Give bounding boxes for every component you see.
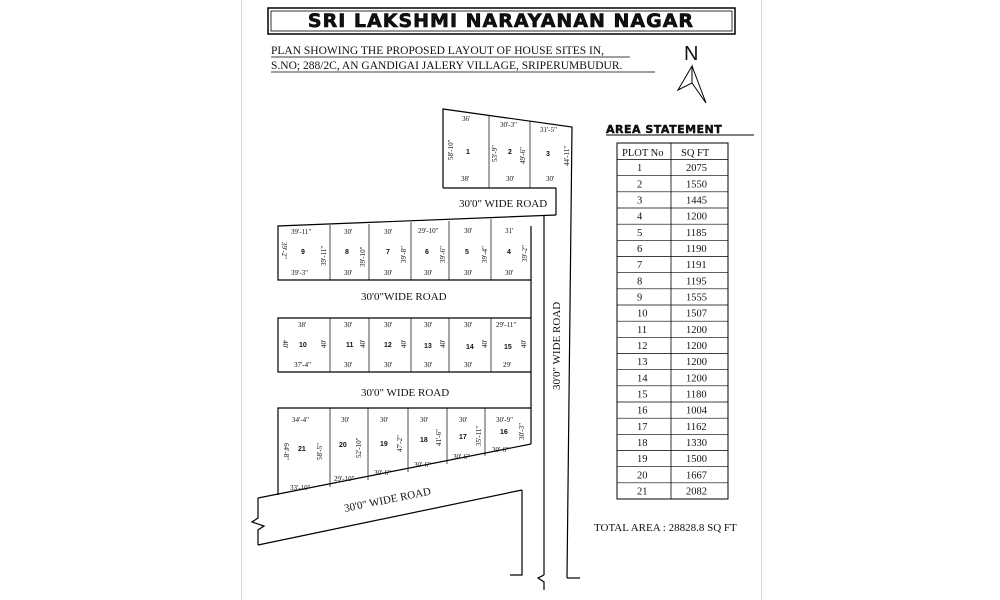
- p14-number: 14: [466, 344, 474, 351]
- p2-number: 2: [508, 149, 512, 156]
- p9-side-left: 39'-2": [280, 242, 288, 259]
- p19-top: 30': [380, 416, 389, 424]
- area-table-sqft: 1550: [686, 179, 707, 191]
- area-table-sqft: 1330: [686, 438, 707, 449]
- p11-top: 30': [344, 321, 353, 329]
- road-label-vertical: 30'0" WIDE ROAD: [551, 301, 563, 390]
- page-title: SRI LAKSHMI NARAYANAN NAGAR: [307, 10, 695, 32]
- road-label-second: 30'0"WIDE ROAD: [361, 291, 447, 303]
- p13-side: 40': [439, 339, 447, 348]
- area-table-plot-no: 17: [637, 421, 648, 433]
- area-table: [617, 143, 728, 499]
- p18-bottom: 30'-6": [414, 461, 431, 469]
- total-area: TOTAL AREA : 28828.8 SQ FT: [594, 522, 737, 534]
- site-boundary: [252, 109, 580, 590]
- p21-top: 34'-4": [292, 416, 309, 424]
- p8-side: 39'-10": [359, 246, 367, 267]
- p12-side: 40': [400, 339, 408, 348]
- area-table-plot-no: 21: [637, 486, 648, 498]
- p16-bottom: 30'-6": [492, 446, 509, 454]
- area-table-sqft: 1200: [686, 357, 707, 369]
- p7-bottom: 30': [384, 269, 393, 277]
- area-table-sqft: 1004: [686, 405, 707, 417]
- area-table-header-plot: PLOT No: [622, 148, 664, 159]
- area-table-sqft: 1667: [686, 470, 707, 482]
- p6-side: 39'-6": [439, 246, 447, 263]
- subtitle-line-1: PLAN SHOWING THE PROPOSED LAYOUT OF HOUSE SITES IN,: [271, 45, 604, 57]
- p11-number: 11: [346, 342, 354, 349]
- p16-side: 30'-3": [518, 423, 526, 440]
- p14-top: 30': [464, 321, 473, 329]
- p12-bottom: 30': [384, 361, 393, 369]
- area-table-plot-no: 4: [637, 211, 643, 223]
- area-table-plot-no: 1: [637, 163, 643, 175]
- p1-number: 1: [466, 149, 470, 156]
- p3-bottom: 30': [546, 175, 555, 183]
- p2-top: 30'-3": [500, 121, 517, 129]
- area-table-sqft: 1200: [686, 373, 707, 385]
- p6-top: 29'-10": [418, 227, 439, 235]
- p5-top: 30': [464, 227, 473, 235]
- p3-top: 31'-5": [540, 126, 557, 134]
- p6-bottom: 30': [424, 269, 433, 277]
- p3-side: 44'-11": [563, 145, 571, 166]
- area-table-plot-no: 7: [637, 260, 643, 272]
- p10-top: 38': [298, 321, 307, 329]
- p20-number: 20: [339, 442, 347, 449]
- area-table-sqft: 1191: [686, 260, 707, 272]
- p8-number: 8: [345, 249, 349, 256]
- p16-number: 16: [500, 429, 508, 436]
- area-table-plot-no: 2: [637, 179, 643, 191]
- p1-top: 36': [462, 115, 471, 123]
- area-table-sqft: 1180: [686, 389, 707, 401]
- area-table-sqft: 1195: [686, 276, 707, 288]
- p19-number: 19: [380, 441, 388, 448]
- area-table-plot-no: 10: [637, 308, 648, 320]
- area-table-sqft: 1200: [686, 211, 707, 223]
- area-table-plot-no: 19: [637, 454, 648, 466]
- area-table-plot-no: 16: [637, 405, 648, 417]
- p17-bottom: 30'-6": [453, 453, 470, 461]
- p5-side: 39'-4": [481, 246, 489, 263]
- p4-top: 31': [505, 227, 514, 235]
- area-table-sqft: 2075: [686, 163, 707, 175]
- p17-top: 30': [459, 416, 468, 424]
- p9-number: 9: [301, 249, 305, 256]
- p14-bottom: 30': [464, 361, 473, 369]
- area-statement-heading: AREA STATEMENT: [606, 123, 723, 136]
- p2-side-left: 53'-9": [491, 145, 499, 162]
- p15-number: 15: [504, 344, 512, 351]
- p7-top: 30': [384, 228, 393, 236]
- p9-bottom: 39'-3": [291, 269, 308, 277]
- p16-top: 30'-9": [496, 416, 513, 424]
- p15-bottom: 29': [503, 361, 512, 369]
- area-table-plot-no: 18: [637, 438, 648, 449]
- area-table-plot-no: 20: [637, 470, 648, 482]
- p18-top: 30': [420, 416, 429, 424]
- area-table-sqft: 1185: [686, 227, 707, 239]
- p12-number: 12: [384, 342, 392, 349]
- area-table-sqft: 1162: [686, 421, 707, 433]
- p11-bottom: 30': [344, 361, 353, 369]
- area-table-sqft: 2082: [686, 486, 707, 498]
- p1-bottom: 38': [461, 175, 470, 183]
- p9-top: 39'-11": [291, 228, 312, 236]
- p3-number: 3: [546, 151, 550, 158]
- road-label-top: 30'0" WIDE ROAD: [459, 198, 548, 210]
- p6-number: 6: [425, 249, 429, 256]
- p21-bottom: 33'-10": [290, 484, 311, 492]
- road-label-bottom: 30'0" WIDE ROAD: [343, 485, 432, 515]
- p18-side: 41'-6": [435, 429, 443, 446]
- p10-side-right: 40': [320, 339, 328, 348]
- p5-number: 5: [465, 249, 469, 256]
- p7-side: 39'-8": [400, 246, 408, 263]
- p21-side-right: 58'-5": [316, 443, 324, 460]
- area-table-plot-no: 6: [637, 244, 643, 255]
- p5-bottom: 30': [464, 269, 473, 277]
- area-table-sqft: 1190: [686, 244, 707, 255]
- p11-side: 40': [359, 339, 367, 348]
- p7-number: 7: [386, 249, 390, 256]
- area-table-plot-no: 13: [637, 357, 648, 369]
- north-arrow-icon: [678, 43, 706, 103]
- p21-side-left: 64'-8": [282, 443, 290, 460]
- p20-side: 52'-10": [355, 437, 363, 458]
- p15-top: 29'-11": [496, 321, 517, 329]
- p20-bottom: 29'-10": [334, 475, 355, 483]
- p18-number: 18: [420, 437, 428, 444]
- area-table-sqft: 1200: [686, 324, 707, 336]
- p4-side: 39'-2": [521, 245, 529, 262]
- p2-side-right: 49'-6": [519, 147, 527, 164]
- p4-bottom: 30': [505, 269, 514, 277]
- p17-number: 17: [459, 434, 467, 441]
- p10-side-left: 40': [281, 340, 289, 349]
- subtitle-line-2: S.NO; 288/2C, AN GANDIGAI JALERY VILLAGE, SRIPERUMBUDUR.: [271, 60, 623, 72]
- p19-bottom: 30'-6": [374, 469, 391, 477]
- area-table-plot-no: 8: [637, 276, 643, 288]
- area-table-plot-no: 3: [637, 195, 643, 207]
- p4-number: 4: [507, 249, 511, 256]
- area-table-plot-no: 11: [637, 324, 648, 336]
- p8-bottom: 30': [344, 269, 353, 277]
- p13-bottom: 30': [424, 361, 433, 369]
- area-table-plot-no: 12: [637, 341, 648, 352]
- road-label-third: 30'0" WIDE ROAD: [361, 387, 450, 399]
- p15-side: 40': [520, 339, 528, 348]
- north-label: N: [684, 43, 699, 65]
- p13-top: 30': [424, 321, 433, 329]
- p8-top: 30': [344, 228, 353, 236]
- area-table-header-sqft: SQ FT: [681, 148, 710, 159]
- p2-bottom: 30': [506, 175, 515, 183]
- area-table-sqft: 1200: [686, 341, 707, 352]
- p13-number: 13: [424, 343, 432, 350]
- area-table-sqft: 1555: [686, 292, 707, 304]
- p14-side: 40': [481, 339, 489, 348]
- p1-side: 58'-10": [447, 139, 455, 160]
- p19-side: 47'-2": [396, 435, 404, 452]
- area-table-sqft: 1500: [686, 454, 707, 466]
- area-table-plot-no: 5: [637, 227, 643, 239]
- area-table-plot-no: 15: [637, 389, 648, 401]
- p17-side: 35'-11": [475, 425, 483, 446]
- area-table-plot-no: 14: [637, 373, 648, 385]
- area-table-plot-no: 9: [637, 292, 643, 304]
- p10-number: 10: [299, 342, 307, 349]
- p21-number: 21: [298, 446, 306, 453]
- area-table-sqft: 1507: [686, 308, 707, 320]
- p12-top: 30': [384, 321, 393, 329]
- p20-top: 30': [341, 416, 350, 424]
- p10-bottom: 37'-4": [294, 361, 311, 369]
- area-table-sqft: 1445: [686, 195, 707, 207]
- p9-side-right: 39'-11": [320, 245, 328, 266]
